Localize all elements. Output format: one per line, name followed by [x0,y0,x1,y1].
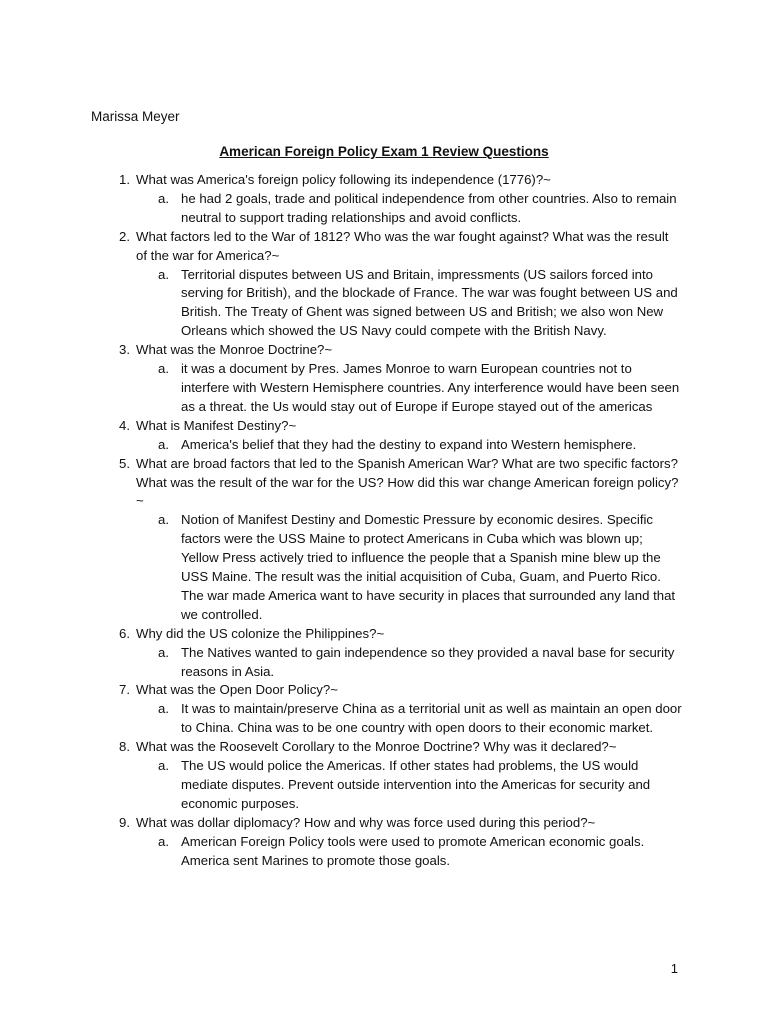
answer-label: a. [158,436,169,452]
question-item [108,738,683,814]
answer-list [136,757,683,814]
question-item [108,681,683,738]
question-item [108,625,683,682]
answer-item [136,436,683,455]
question-item [108,417,683,455]
answer-text: it was a document by Pres. James Monroe to warn European countries not to interfere with Western Hemisphere countries. Any interference would have been seen as a threat. the Us would stay out of Europe if Europe stayed out of the americas [181,361,680,414]
question-item [108,341,683,417]
answer-text: It was to maintain/preserve China as a territorial unit as well as maintain an open door to China. China was to be one country with open doors to their economic market. [181,701,682,736]
question-number: 3. [119,342,130,358]
answer-label: a. [158,758,169,774]
answer-list [136,360,683,417]
answer-text: Territorial disputes between US and Britain, impressments (US sailors forced into serving for British), and the blockade of France. The war was fought between US and British. The Treaty of Ghent was signed between US and British; we also won New Orleans which showed the US Navy could compete with the British Navy. [181,266,678,339]
question-text: What is Manifest Destiny?~ [136,417,297,433]
answer-list [136,266,683,342]
answer-item [136,511,683,624]
question-item [108,455,683,625]
question-text: What was the Open Door Policy?~ [136,682,338,698]
question-number: 2. [119,228,130,244]
question-text: What was the Roosevelt Corollary to the Monroe Doctrine? Why was it declared?~ [136,739,617,755]
answer-label: a. [158,361,169,377]
answer-item [136,700,683,738]
answer-item [136,266,683,342]
answer-label: a. [158,512,169,528]
answer-label: a. [158,833,169,849]
question-text: What was the Monroe Doctrine?~ [136,342,333,358]
answer-label: a. [158,266,169,282]
document-title: American Foreign Policy Exam 1 Review Questions [219,144,549,159]
question-item [108,171,683,228]
answer-text: America's belief that they had the destiny to expand into Western hemisphere. [181,436,637,452]
question-text: Why did the US colonize the Philippines?~ [136,625,385,641]
question-text: What was America's foreign policy following its independence (1776)?~ [136,172,551,187]
answer-list [136,700,683,738]
answer-item [136,757,683,814]
answer-list [136,644,683,682]
answer-list [136,511,683,624]
question-number: 1. [119,172,130,187]
question-text: What factors led to the War of 1812? Who was the war fought against? What was the result of the war for America?~ [136,228,669,263]
question-number: 4. [119,417,130,433]
question-text: What are broad factors that led to the Spanish American War? What are two specific factors? What was the result of the war for the US? How did this war change American foreign policy?~ [136,455,679,509]
page-number: 1 [670,961,678,976]
question-number: 6. [119,625,130,641]
answer-label: a. [158,190,169,206]
answer-list [136,190,683,228]
answer-text: The Natives wanted to gain independence so they provided a naval base for security reasons in Asia. [181,644,675,679]
answer-label: a. [158,701,169,717]
answer-item [136,360,683,417]
answer-list [136,436,683,455]
answer-item [136,833,683,871]
answer-item [136,190,683,228]
answer-text: he had 2 goals, trade and political independence from other countries. Also to remain neutral to support trading relationships and avoid conflicts. [181,190,677,225]
author-name: Marissa Meyer [91,109,180,124]
question-item [108,228,683,341]
question-list [108,171,683,871]
answer-text: American Foreign Policy tools were used to promote American economic goals. America sent Marines to promote those goals. [181,833,645,868]
question-item [108,814,683,871]
answer-list [136,833,683,871]
answer-item [136,644,683,682]
question-number: 9. [119,814,130,830]
answer-text: The US would police the Americas. If other states had problems, the US would mediate disputes. Prevent outside intervention into the Americas for security and economic purposes. [181,758,651,811]
answer-text: Notion of Manifest Destiny and Domestic Pressure by economic desires. Specific factors were the USS Maine to protect Americans in Cuba which was blown up; Yellow Press actively tried to influence the people that a Spanish mine blew up the USS Maine. The result was the initial acquisition of Cuba, Guam, and Puerto Rico. The war made America want to have security in places that surrounded any land that we controlled. [181,512,676,622]
answer-label: a. [158,644,169,660]
question-text: What was dollar diplomacy? How and why was force used during this period?~ [136,814,596,830]
question-number: 7. [119,682,130,698]
question-number: 5. [119,455,130,471]
question-number: 8. [119,739,130,755]
